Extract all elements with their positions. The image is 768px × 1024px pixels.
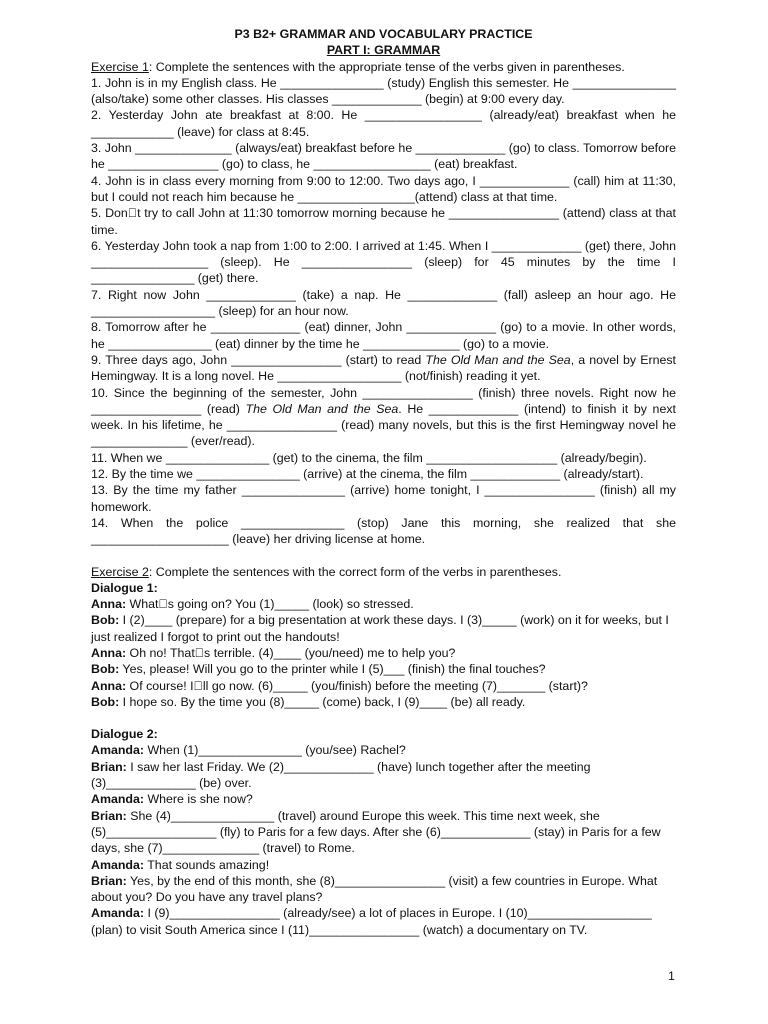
line-text: Oh no! That s terrible. (4)____ (you/need) me to help you? [126, 645, 456, 660]
exercise-item [91, 173, 676, 206]
dialogue-2-heading: Dialogue 2: [91, 727, 158, 742]
dialogue-line [91, 791, 676, 807]
line-text: She (4)_______________ (travel) around Europe this week. This time next week, she (5)________________ (fly) to Paris for a few days. After she (6)_____________ (stay) in Paris for a few days, she (7)______________ (travel) to Rome. [91, 808, 661, 856]
dialogue-line [91, 596, 676, 612]
line-text: When (1)_______________ (you/see) Rachel? [144, 743, 406, 758]
exercise-item [91, 287, 676, 320]
item-text: 3. John ______________ (always/eat) breakfast before he _____________ (go) to class. Tomorrow before he ________________ (go) to class, he _________________ (eat) breakfast. [91, 141, 676, 172]
exercise-item [91, 450, 676, 466]
book-title: The Old Man and the Sea [425, 352, 571, 367]
speaker: Amanda: [91, 857, 145, 872]
item-text: 2. Yesterday John ate breakfast at 8:00. He _________________ (already/eat) breakfast when he ____________ (leave) for class at 8:45. [91, 108, 676, 139]
exercise-1-label: Exercise 1 [91, 59, 149, 74]
line-text: Of course! I ll go now. (6)_____ (you/finish) before the meeting (7)_______ (start)? [126, 678, 588, 693]
exercise-item [91, 385, 676, 450]
item-text: 10. Since the beginning of the semester, John ________________ (finish) three novels. Right now he ________________ (read) [91, 385, 676, 416]
item-text: 1. John is in my English class. He _______________ (study) English this semester. He _______________ (also/take) some other classes. His classes _____________ (begin) at 9:00 every day. [91, 75, 676, 107]
exercise-item [91, 515, 676, 548]
dialogue-line [91, 873, 676, 906]
exercise-item [91, 466, 676, 482]
item-text: 13. By the time my father _______________ (arrive) home tonight, I ________________ (finish) all my homework. [91, 483, 676, 514]
spacer [91, 548, 676, 564]
line-text: That sounds amazing! [144, 857, 270, 872]
speaker: Amanda: [91, 906, 145, 921]
line-text: I hope so. By the time you (8)_____ (come) back, I (9)____ (be) all ready. [119, 694, 526, 709]
speaker: Amanda: [91, 743, 145, 758]
line-text: I (2)____ (prepare) for a big presentation at work these days. I (3)_____ (work) on it for weeks, but I just realized I forgot to print out the handouts! [91, 613, 669, 644]
exercise-2-instruction-text: : Complete the sentences with the correct form of the verbs in parentheses. [148, 564, 562, 579]
item-text: 8. Tomorrow after he _____________ (eat) dinner, John _____________ (go) to a movie. In other words, he _______________ (eat) dinner by the time he ______________ (go) to a movie. [91, 320, 676, 351]
speaker: Anna: [91, 645, 127, 660]
exercise-2-label: Exercise 2 [91, 564, 149, 579]
item-text: , a novel by Ernest Hemingway. It is a long novel. He __________________ (not/finish) reading it yet. [91, 352, 677, 384]
exercise-1-instruction [91, 59, 676, 75]
speaker: Anna: [91, 597, 127, 612]
speaker: Bob: [91, 662, 120, 677]
part-heading: PART I: GRAMMAR [326, 43, 441, 58]
item-text: 5. Don t try to call John at 11:30 tomorrow morning because he ________________ (attend) class at that time. [91, 206, 676, 237]
speaker: Brian: [91, 759, 127, 774]
dialogue-line [91, 612, 676, 645]
dialogue-line [91, 661, 676, 677]
dialogue-line [91, 678, 676, 694]
exercise-item [91, 319, 676, 352]
spacer [91, 710, 676, 726]
line-text: Yes, please! Will you go to the printer while I (5)___ (finish) the final touches? [119, 662, 546, 677]
dialogue-1-heading: Dialogue 1: [91, 580, 158, 595]
item-text: . He _____________ (intend) to finish it by next week. In his lifetime, he ________________ (read) many novels, but this is the first Hemingway novel he ______________ (ever/read). [91, 401, 676, 449]
exercise-item [91, 75, 676, 108]
exercise-1-instruction-text: : Complete the sentences with the appropriate tense of the verbs given in parentheses. [148, 59, 625, 74]
line-text: What s going on? You (1)_____ (look) so stressed. [126, 597, 414, 612]
dialogue-line [91, 694, 676, 710]
item-text: 9. Three days ago, John ________________ (start) to read [91, 352, 426, 367]
page-number: 1 [668, 969, 675, 983]
dialogue-line [91, 742, 676, 758]
speaker: Bob: [91, 613, 120, 628]
item-text: 12. By the time we _______________ (arrive) at the cinema, the film _____________ (already/start). [91, 467, 644, 482]
line-text: Where is she now? [144, 792, 253, 807]
exercise-item [91, 107, 676, 140]
speaker: Anna: [91, 678, 127, 693]
dialogue-line [91, 645, 676, 661]
exercise-item [91, 205, 676, 238]
exercise-item [91, 140, 676, 173]
item-text: 14. When the police _______________ (stop) Jane this morning, she realized that she ____________________ (leave) her driving license at home. [91, 515, 676, 547]
dialogue-line [91, 857, 676, 873]
line-text: Yes, by the end of this month, she (8)________________ (visit) a few countries in Europe. What about you? Do you have any travel plans? [91, 873, 658, 905]
exercise-item [91, 238, 676, 287]
dialogue-line [91, 759, 676, 792]
item-text: 6. Yesterday John took a nap from 1:00 to 2:00. I arrived at 1:45. When I _____________ (get) there, John _________________ (sleep). He ________________ (sleep) for 45 minutes by the time I _______________ (get) there. [91, 238, 676, 286]
document-title: P3 B2+ GRAMMAR AND VOCABULARY PRACTICE [234, 27, 533, 41]
item-text: 11. When we _______________ (get) to the cinema, the film ___________________ (already/begin). [91, 450, 647, 465]
line-text: I (9)________________ (already/see) a lot of places in Europe. I (10)__________________ (plan) to visit South America since I (11)________________ (watch) a documentary on TV. [91, 906, 652, 937]
document-page [91, 26, 676, 938]
speaker: Bob: [91, 694, 120, 709]
speaker: Amanda: [91, 792, 145, 807]
item-text: 4. John is in class every morning from 9:00 to 12:00. Two days ago, I _____________ (call) him at 11:30, but I could not reach him because he _________________(attend) class at that time. [91, 173, 676, 204]
speaker: Brian: [91, 873, 127, 888]
exercise-item [91, 482, 676, 515]
exercise-2-instruction [91, 564, 676, 580]
line-text: I saw her last Friday. We (2)_____________ (have) lunch together after the meeting (3)_____________ (be) over. [91, 759, 591, 791]
dialogue-line [91, 905, 676, 938]
exercise-item [91, 352, 676, 385]
speaker: Brian: [91, 808, 127, 823]
book-title: The Old Man and the Sea [245, 401, 399, 416]
item-text: 7. Right now John _____________ (take) a nap. He _____________ (fall) asleep an hour ago. He __________________ (sleep) for an hour now. [91, 287, 676, 319]
dialogue-line [91, 808, 676, 857]
